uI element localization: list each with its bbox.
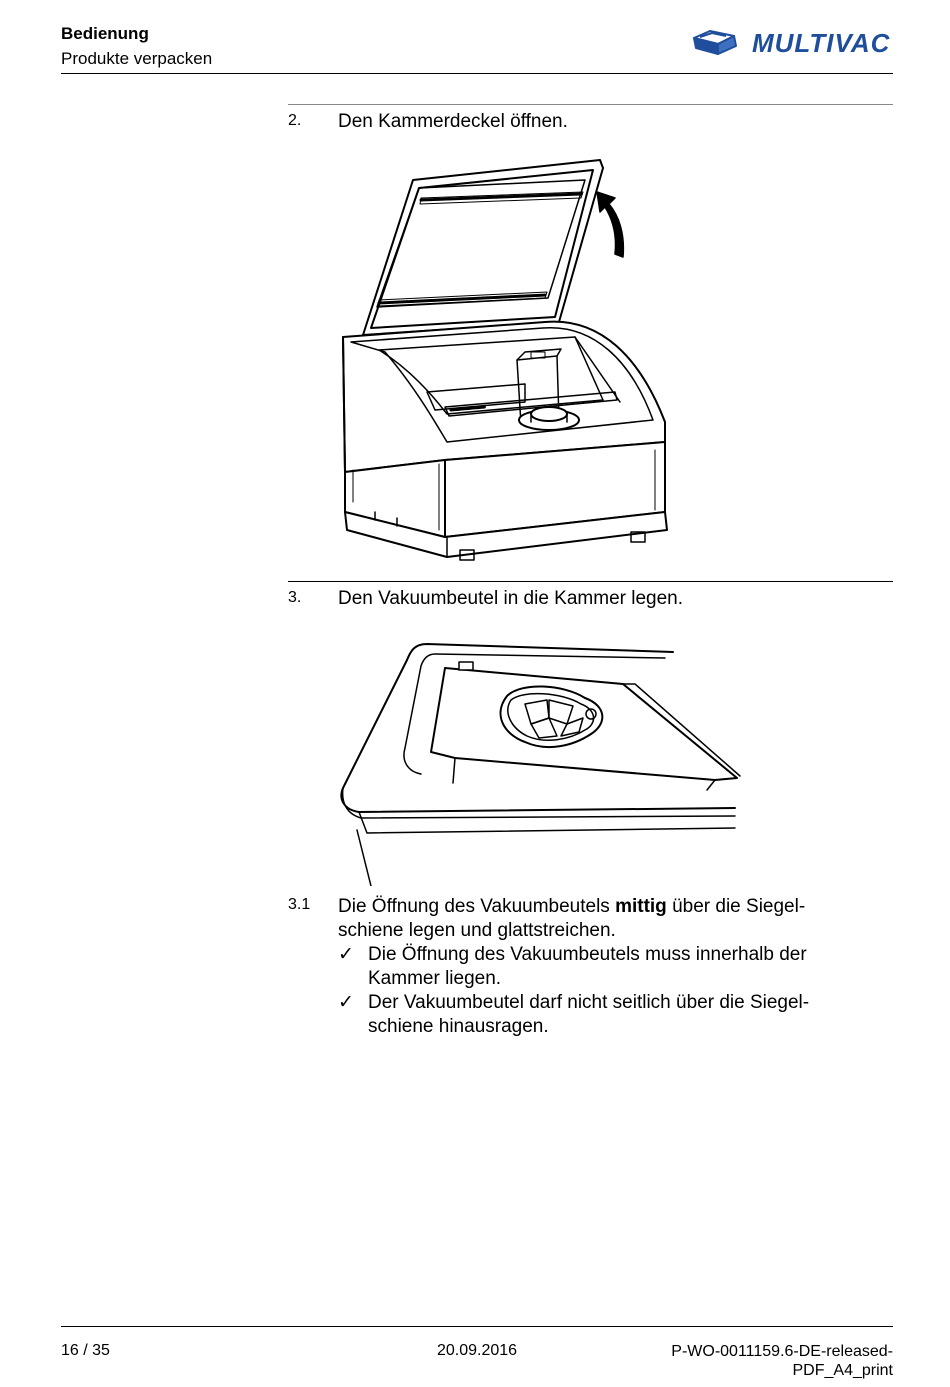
footer-page-number: 16 / 35	[61, 1342, 110, 1359]
footer-rule	[61, 1326, 893, 1327]
result-text-line1: Der Vakuumbeutel darf nicht seitlich über die Siegel-	[368, 992, 810, 1013]
step-3-number: 3.	[288, 589, 302, 606]
result-text-line1: Die Öffnung des Vakuumbeutels muss innerhalb der	[368, 944, 807, 965]
substep-text-a: Die Öffnung des Vakuumbeutels	[338, 896, 616, 917]
step-3-rule	[288, 581, 893, 582]
logo-wordmark: MULTIVAC	[752, 28, 891, 58]
substep-text-line2: schiene legen und glattstreichen.	[338, 920, 616, 941]
illustration-bag-in-chamber	[335, 638, 745, 886]
substep-text-b: über die Siegel-	[666, 896, 806, 917]
result-text-line2: schiene hinausragen.	[368, 1016, 549, 1037]
multivac-logo-graphic	[690, 26, 895, 58]
header-section-title: Bedienung	[61, 24, 149, 43]
header-subsection-title: Produkte verpacken	[61, 49, 213, 68]
step-2-number: 2.	[288, 112, 302, 129]
footer-doc-id-line1: P-WO-0011159.6-DE-released-	[671, 1343, 893, 1360]
footer-date: 20.09.2016	[437, 1342, 518, 1359]
result-item	[338, 991, 858, 1039]
illustration-chamber-open-lid	[335, 152, 675, 567]
multivac-logo	[690, 26, 895, 58]
footer-doc-id-line2: PDF_A4_print	[792, 1362, 893, 1379]
step-2-text: Den Kammerdeckel öffnen.	[338, 111, 568, 132]
substep-number: 3.1	[288, 896, 311, 913]
check-icon: ✓	[338, 992, 354, 1013]
check-icon: ✓	[338, 944, 354, 965]
step-2-rule	[288, 104, 893, 105]
step-3-text: Den Vakuumbeutel in die Kammer legen.	[338, 588, 684, 609]
header-rule	[61, 73, 893, 74]
result-item	[338, 943, 858, 991]
footer-document-id	[671, 1342, 893, 1380]
substep-text-bold: mittig	[615, 896, 667, 917]
substep-paragraph	[338, 895, 858, 1039]
substep-instruction	[338, 895, 858, 943]
result-text-line2: Kammer liegen.	[368, 968, 502, 989]
